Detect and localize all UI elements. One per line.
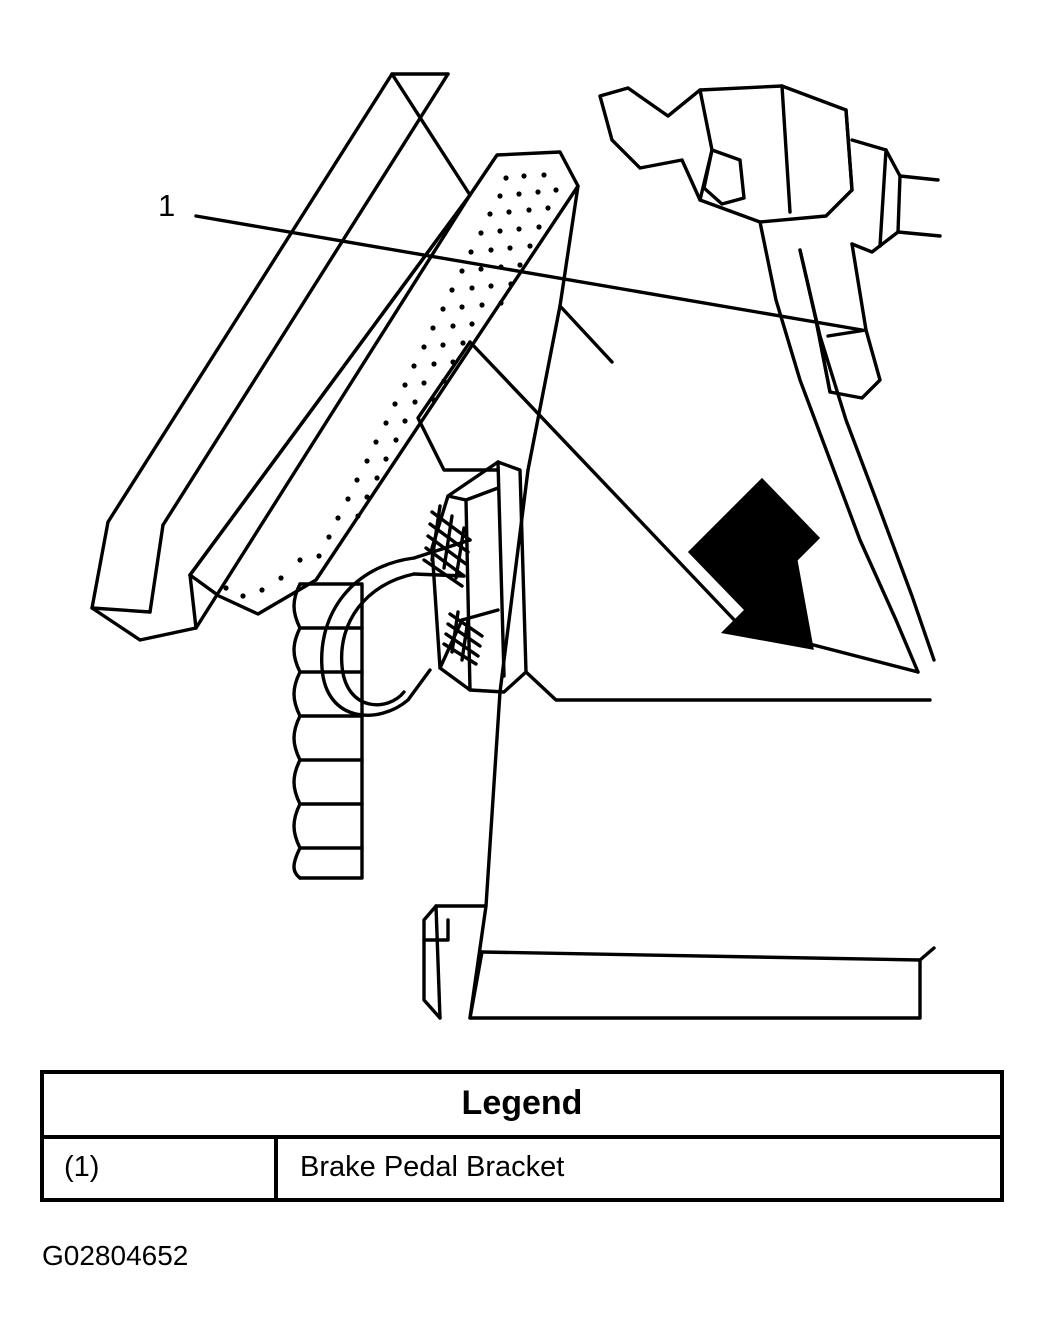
callout-1-number: 1 (158, 188, 176, 223)
legend-header-row (42, 1072, 1002, 1137)
legend-title: Legend (42, 1072, 1002, 1137)
legend-key: (1) (42, 1137, 276, 1200)
legend-table (40, 1070, 1004, 1202)
legend-description: Brake Pedal Bracket (300, 1151, 565, 1183)
legend-row (42, 1137, 1002, 1200)
pointer-arrow (690, 480, 818, 648)
figure-id-label: G02804652 (42, 1240, 189, 1271)
